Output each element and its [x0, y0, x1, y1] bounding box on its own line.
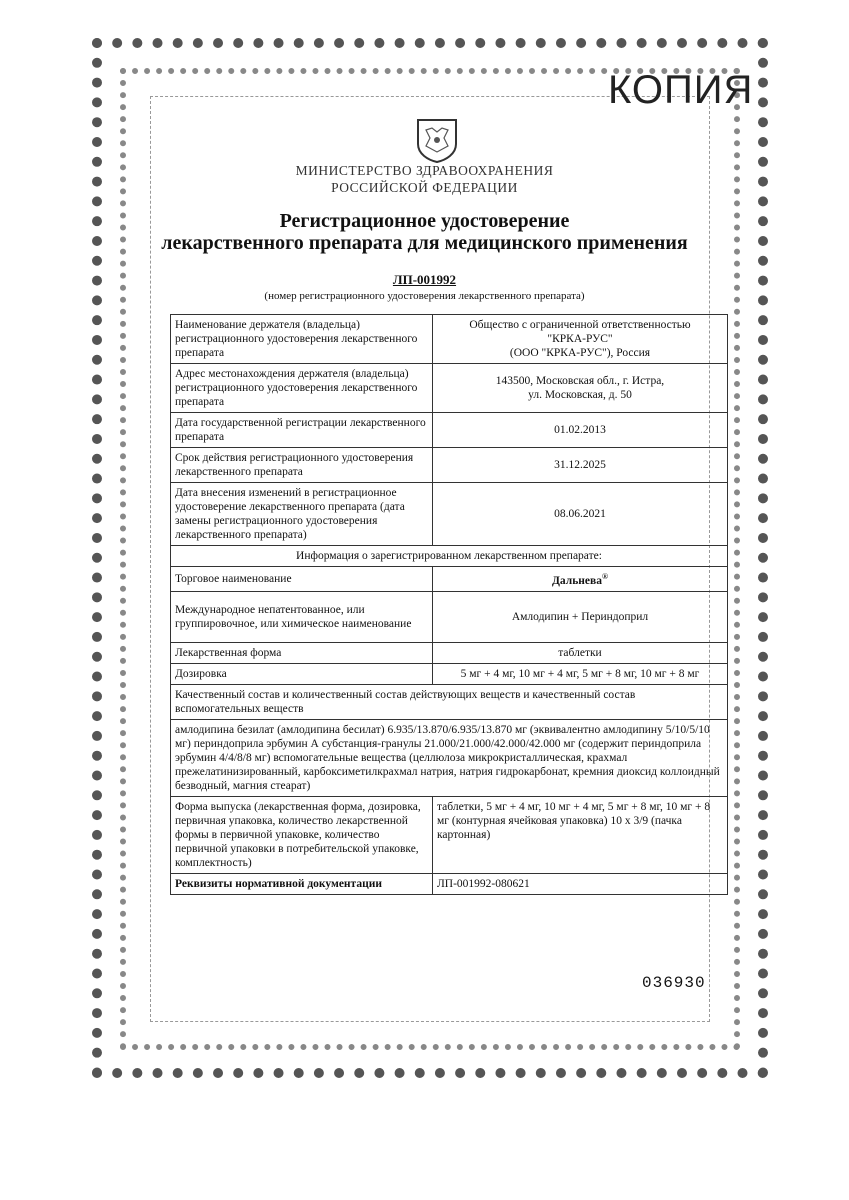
registration-number: ЛП-001992 — [392, 272, 457, 287]
changes-date-value: 08.06.2021 — [433, 483, 728, 546]
changes-date-label: Дата внесения изменений в регистрационное удостоверение лекарственного препарата (дата замены регистрационного удостоверения лекарственного препарата) — [171, 483, 433, 546]
dosage-label: Дозировка — [171, 663, 433, 684]
registration-table — [170, 314, 728, 895]
table-row — [171, 873, 728, 894]
table-row — [171, 448, 728, 483]
address-value-line: 143500, Московская обл., г. Истра, — [495, 375, 665, 387]
coat-of-arms-icon — [414, 116, 460, 164]
trade-name-label: Торговое наименование — [171, 567, 433, 592]
table-row — [171, 413, 728, 448]
table-row — [171, 684, 728, 719]
validity-label: Срок действия регистрационного удостоверения лекарственного препарата — [171, 448, 433, 483]
table-row — [171, 315, 728, 364]
ministry-name-line1: МИНИСТЕРСТВО ЗДРАВООХРАНЕНИЯ — [295, 163, 554, 178]
table-row — [171, 567, 728, 592]
copy-stamp: КОПИЯ — [608, 68, 754, 112]
trade-name-cell — [433, 567, 728, 592]
table-row — [171, 591, 728, 642]
validity-value: 31.12.2025 — [433, 448, 728, 483]
inn-value: Амлодипин + Периндоприл — [433, 591, 728, 642]
composition-header: Качественный состав и количественный состав действующих веществ и качественный состав вспомогательных веществ — [171, 684, 728, 719]
dosage-value: 5 мг + 4 мг, 10 мг + 4 мг, 5 мг + 8 мг, 10 мг + 8 мг — [433, 663, 728, 684]
composition-text: амлодипина безилат (амлодипина бесилат) 6.935/13.870/6.935/13.870 мг (эквивалентно амлодипину 5/10/5/10 мг) периндоприла эрбумин А субстанция-гранулы 21.000/21.000/42.000/42.000 мг (содержит периндоприла эрбумин 4/4/8/8 мг) вспомогательные вещества (целлюлоза микрокристаллическая, крахмал прежелатинизированный, карбоксиметилкрахмал натрия, натрия гидрокарбонат, кремния диоксид коллоидный безводный, магния стеарат) — [171, 719, 728, 796]
trade-name-mark: ® — [602, 572, 608, 581]
table-row — [171, 796, 728, 873]
release-form-label: Форма выпуска (лекарственная форма, дозировка, первичная упаковка, количество лекарственной формы в первичной упаковке, количество первичной упаковки в потребительской упаковке, комплектность) — [171, 796, 433, 873]
drug-info-header: Информация о зарегистрированном лекарственном препарате: — [171, 546, 728, 567]
holder-value-line: (ООО "КРКА-РУС"), Россия — [509, 347, 651, 359]
registration-date-label: Дата государственной регистрации лекарственного препарата — [171, 413, 433, 448]
holder-value — [433, 315, 728, 364]
release-form-value: таблетки, 5 мг + 4 мг, 10 мг + 4 мг, 5 мг + 8 мг, 10 мг + 8 мг (контурная ячейковая упаковка) 10 x 3/9 (пачка картонная) — [433, 796, 728, 873]
dosage-form-value: таблетки — [433, 642, 728, 663]
registration-date-value: 01.02.2013 — [433, 413, 728, 448]
table-row — [171, 642, 728, 663]
serial-number: 036930 — [642, 974, 706, 992]
holder-value-line: "КРКА-РУС" — [547, 333, 613, 345]
document-title-line1: Регистрационное удостоверение — [279, 210, 570, 232]
holder-value-line: Общество с ограниченной ответственностью — [469, 319, 691, 331]
table-row — [171, 483, 728, 546]
address-value — [433, 364, 728, 413]
ministry-name-line2: РОССИЙСКОЙ ФЕДЕРАЦИИ — [331, 180, 518, 195]
document-title-line2: лекарственного препарата для медицинского применения — [161, 232, 688, 254]
registration-number-caption: (номер регистрационного удостоверения лекарственного препарата) — [264, 290, 585, 302]
normative-doc-label: Реквизиты нормативной документации — [171, 873, 433, 894]
table-row — [171, 719, 728, 796]
normative-doc-value: ЛП-001992-080621 — [433, 873, 728, 894]
trade-name-value: Дальнева — [552, 574, 602, 587]
table-row — [171, 364, 728, 413]
inn-label: Международное непатентованное, или группировочное, или химическое наименование — [171, 591, 433, 642]
address-value-line: ул. Московская, д. 50 — [528, 389, 632, 401]
address-label: Адрес местонахождения держателя (владельца) регистрационного удостоверения лекарственного препарата — [171, 364, 433, 413]
table-row — [171, 663, 728, 684]
table-row — [171, 546, 728, 567]
holder-label: Наименование держателя (владельца) регистрационного удостоверения лекарственного препарата — [171, 315, 433, 364]
dosage-form-label: Лекарственная форма — [171, 642, 433, 663]
